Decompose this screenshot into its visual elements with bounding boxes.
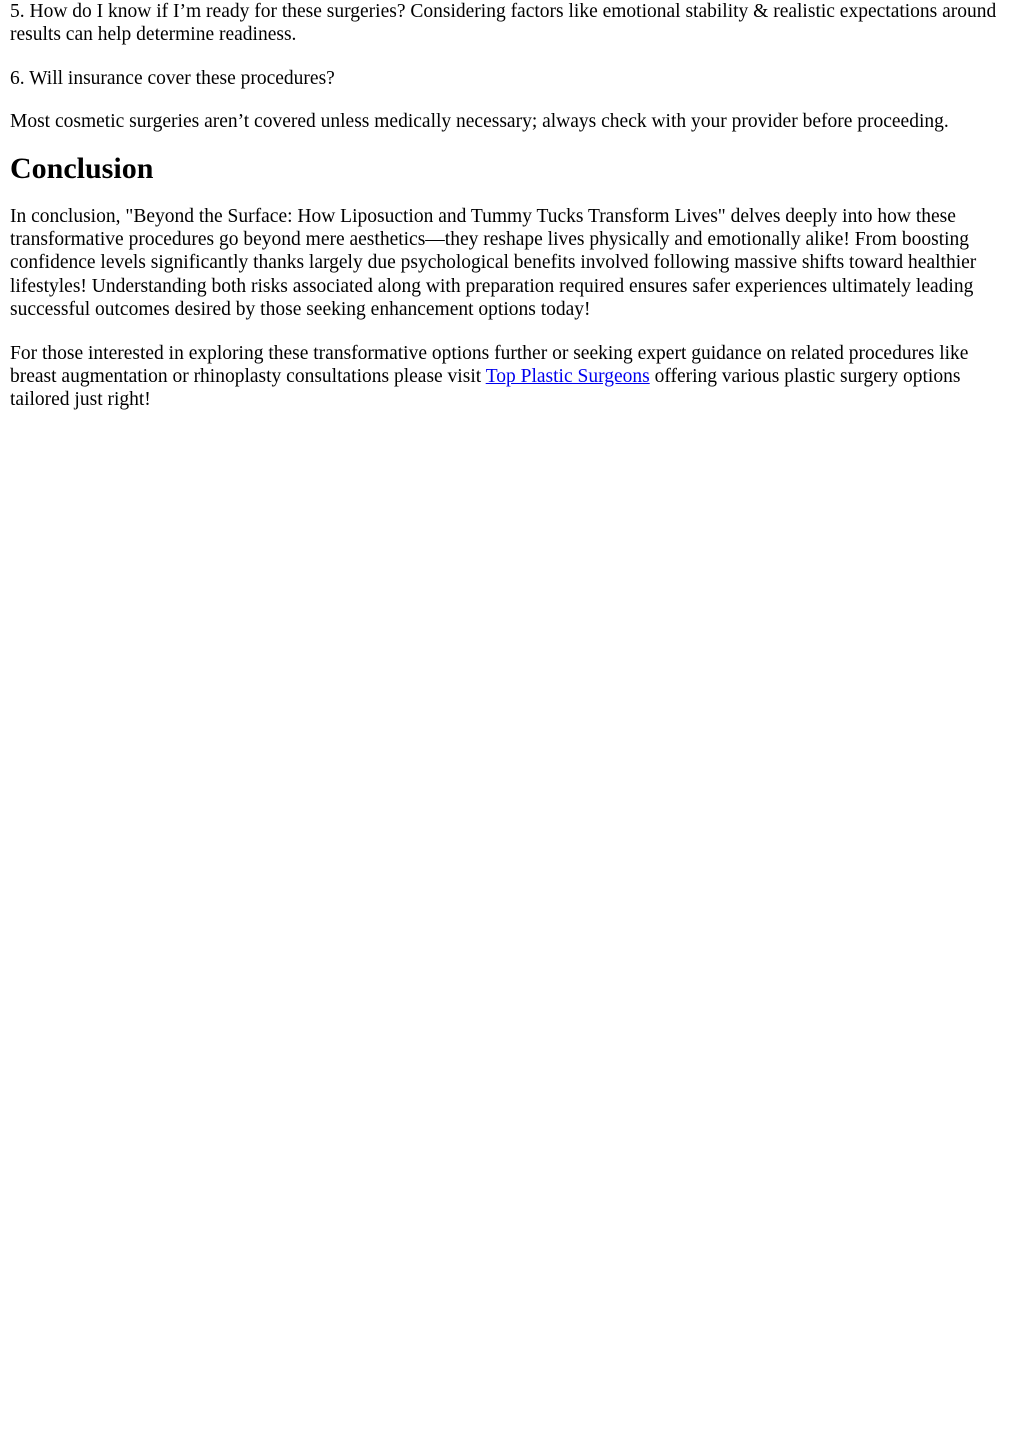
cta-text-before: For those interested in exploring these transformative options further or seeking expert guidance on related procedures like breast augmentation or rhinoplasty consultations please visit	[10, 342, 969, 388]
conclusion-cta-paragraph	[10, 342, 1014, 412]
faq-answer-6: Most cosmetic surgeries aren’t covered unless medically necessary; always check with your provider before proceeding.	[10, 111, 949, 133]
faq-question-6: 6. Will insurance cover these procedures?	[10, 67, 335, 89]
top-plastic-surgeons-link[interactable]: Top Plastic Surgeons	[485, 366, 650, 388]
faq-question-5: 5. How do I know if I’m ready for these surgeries? Considering factors like emotional stability & realistic expectations around results can help determine readiness.	[10, 1, 997, 46]
conclusion-heading: Conclusion	[10, 151, 154, 185]
cta-text-after: offering various plastic surgery options tailored just right!	[10, 366, 961, 411]
conclusion-paragraph: In conclusion, "Beyond the Surface: How Liposuction and Tummy Tucks Transform Lives" delves deeply into how these transformative procedures go beyond mere aesthetics—they reshape lives physically and emotionally alike! From boosting confidence levels significantly thanks largely due psychological benefits involved following massive shifts toward healthier lifestyles! Understanding both risks associated along with preparation required ensures safer experiences ultimately leading successful outcomes desired by those seeking enhancement options today!	[10, 205, 977, 321]
article-body	[10, 0, 1014, 412]
